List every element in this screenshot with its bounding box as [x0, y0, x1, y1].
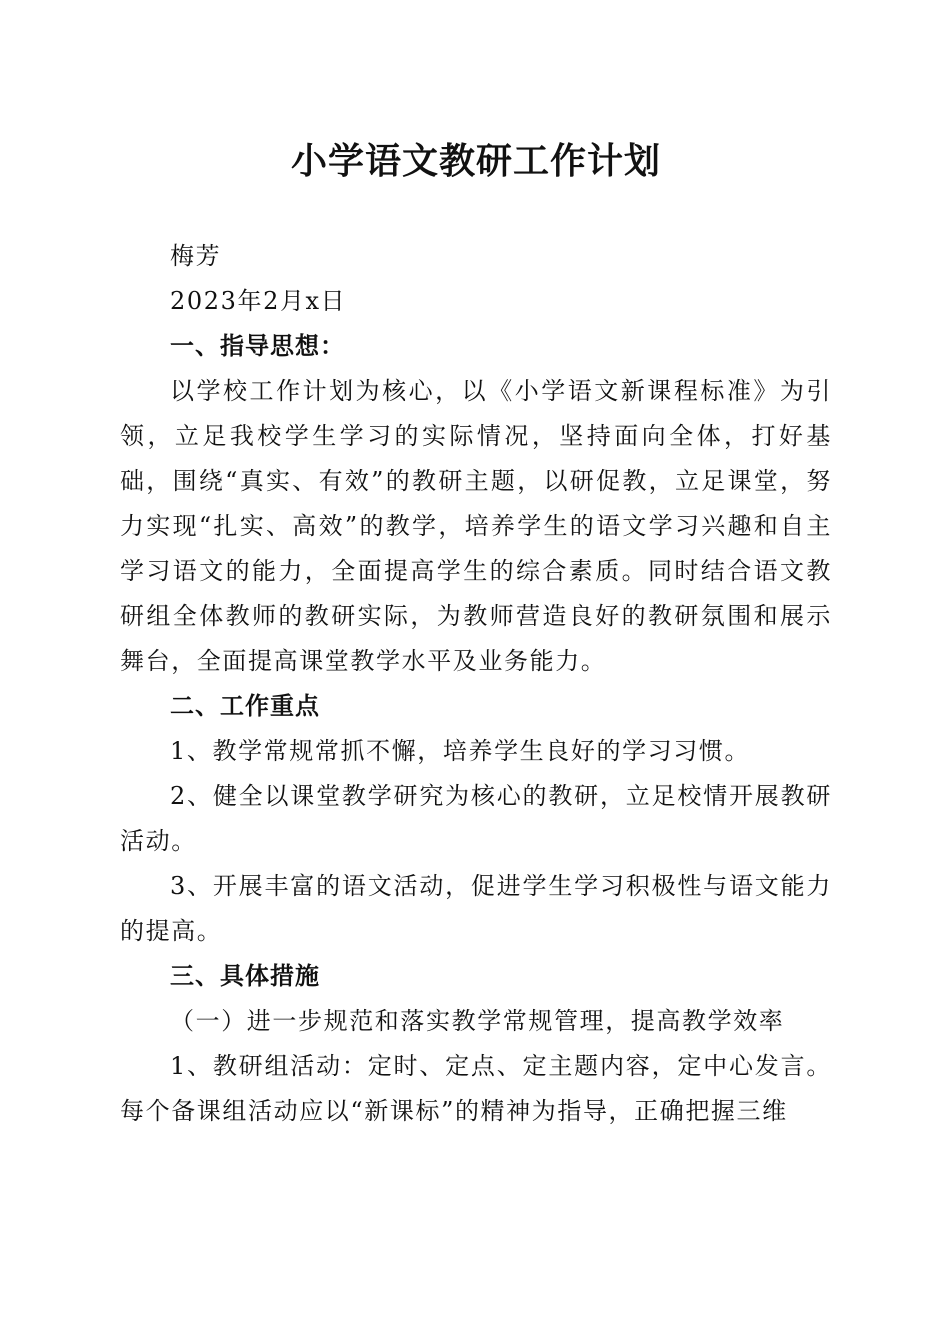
document-title: 小学语文教研工作计划 — [290, 140, 661, 182]
guiding-ideology-paragraph: 以学校工作计划为核心，以《小学语文新课程标准》为引领，立足我校学生学习的实际情况，坚持面向全体，打好基础，围绕“真实、有效”的教研主题，以研促教，立足课堂，努力实现“扎实、高效”的教学，培养学生的语文学习兴趣和自主学习语文的能力，全面提高学生的综合素质。同时结合语文教研组全体教师的教研实际，为教师营造良好的教研氛围和展示舞台，全面提高课堂教学水平及业务能力。 — [120, 377, 832, 675]
work-focus-item: 3、开展丰富的语文活动，促进学生学习积极性与语文能力的提高。 — [120, 872, 832, 945]
author-name: 梅芳 — [170, 242, 222, 270]
section-heading-work-focus: 二、工作重点 — [170, 692, 320, 720]
document-body — [120, 234, 832, 1134]
work-focus-item: 1、教学常规常抓不懈，培养学生良好的学习习惯。 — [170, 737, 751, 765]
measures-subheading: （一）进一步规范和落实教学常规管理，提高教学效率 — [170, 1007, 785, 1035]
section-heading-measures: 三、具体措施 — [170, 962, 320, 990]
work-focus-item: 2、健全以课堂教学研究为核心的教研，立足校情开展教研活动。 — [120, 782, 832, 855]
document-date: 2023年2月x日 — [170, 287, 347, 315]
measures-paragraph: 1、教研组活动：定时、定点、定主题内容，定中心发言。每个备课组活动应以“新课标”的精神为指导，正确把握三维 — [120, 1052, 832, 1125]
section-heading-guiding-ideology: 一、指导思想： — [170, 332, 345, 360]
